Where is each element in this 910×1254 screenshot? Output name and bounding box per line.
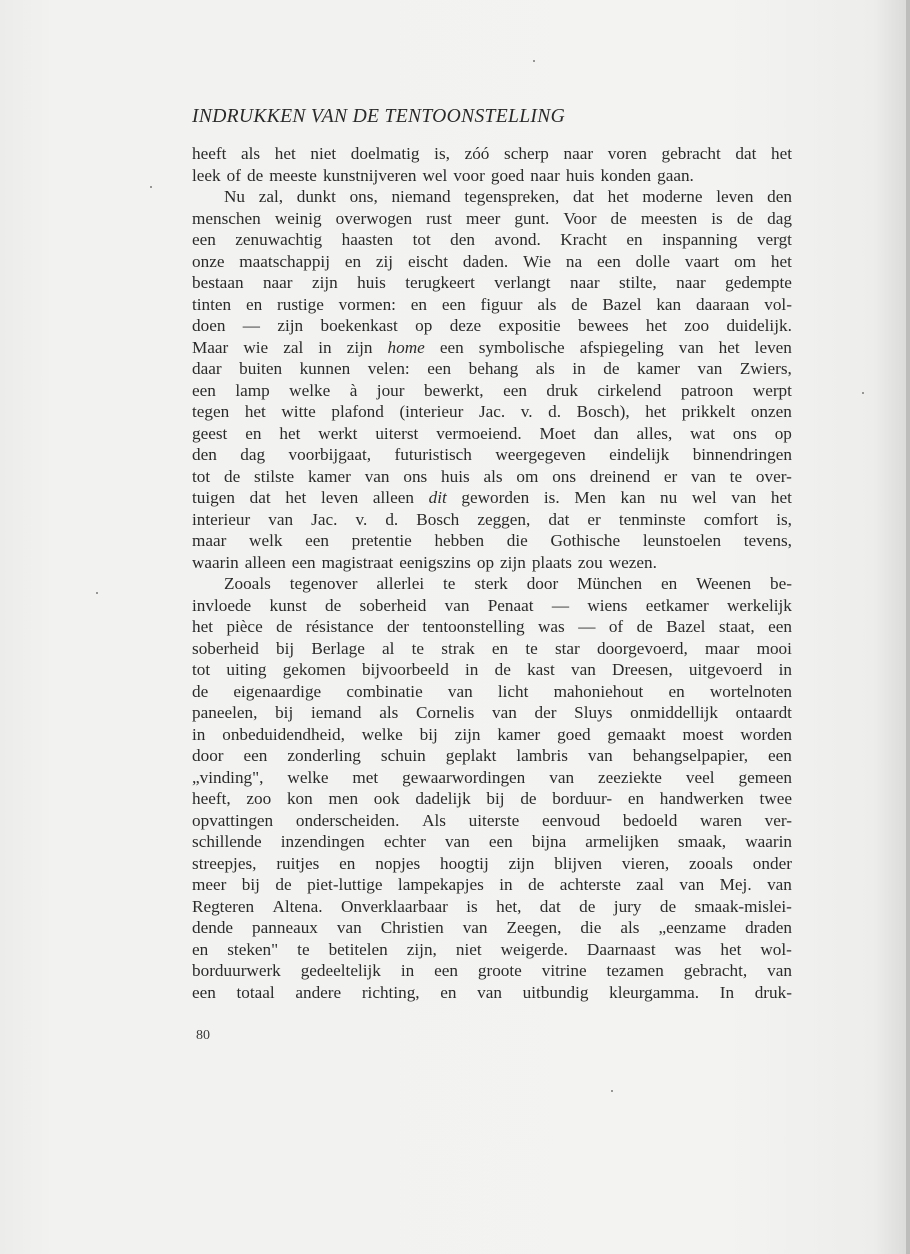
- page-number: 80: [196, 1028, 210, 1043]
- text-line: „vinding", welke met gewaarwordingen van zeeziekte veel gemeen: [192, 767, 792, 787]
- text-line: meer bij de piet-luttige lampekapjes in de achterste zaal van Mej. van: [192, 875, 792, 894]
- text-line: maar welk een pretentie hebben die Gothische leunstoelen tevens,: [192, 531, 792, 550]
- text-line: bestaan naar zijn huis terugkeert verlangt naar stilte, naar gedempte: [192, 273, 792, 292]
- text-line: schillende inzendingen echter van een bijna armelijken smaak, waarin: [192, 832, 792, 851]
- text-line: den dag voorbijgaat, futuristisch weergegeven eindelijk binnendringen: [192, 445, 792, 464]
- text-line: tegen het witte plafond (interieur Jac. v. d. Bosch), het prikkelt onzen: [192, 402, 792, 421]
- text-line: Maar wie zal in zijn home een symbolische afspiegeling van het leven: [192, 337, 792, 357]
- text-line: Nu zal, dunkt ons, niemand tegenspreken, dat het moderne leven den: [224, 187, 792, 206]
- text-line: interieur van Jac. v. d. Bosch zeggen, dat er tenminste comfort is,: [192, 509, 792, 529]
- paper-speck: [96, 592, 98, 594]
- text-line: invloede kunst de soberheid van Penaat — wiens eetkamer werkelijk: [192, 595, 792, 615]
- text-line: de eigenaardige combinatie van licht mahoniehout en wortelnoten: [192, 681, 792, 701]
- text-line: onze maatschappij en zij eischt daden. Wie na een dolle vaart om het: [192, 251, 792, 271]
- text-line: een lamp welke à jour bewerkt, een druk cirkelend patroon werpt: [192, 380, 792, 400]
- text-line: Zooals tegenover allerlei te sterk door München en Weenen be-: [224, 574, 792, 593]
- text-line: borduurwerk gedeeltelijk in een groote vitrine tezamen gebracht, van: [192, 961, 792, 980]
- running-head: INDRUKKEN VAN DE TENTOONSTELLING: [192, 106, 566, 127]
- paper-speck: [533, 60, 535, 62]
- text-line: een totaal andere richting, en van uitbundig kleurgamma. In druk-: [192, 982, 792, 1002]
- text-line: heeft, zoo kon men ook dadelijk bij de borduur- en handwerken twee: [192, 789, 792, 808]
- text-line: door een zonderling schuin geplakt lambris van behangselpapier, een: [192, 746, 792, 765]
- text-line: paneelen, bij iemand als Cornelis van der Sluys onmiddellijk ontaardt: [192, 703, 792, 722]
- text-line: tuigen dat het leven alleen dit geworden is. Men kan nu wel van het: [192, 488, 792, 507]
- text-line: daar buiten kunnen velen: een behang als in de kamer van Zwiers,: [192, 359, 792, 378]
- text-line: tot uiting gekomen bijvoorbeeld in de kast van Dreesen, uitgevoerd in: [192, 660, 792, 679]
- text-line: soberheid bij Berlage al te strak en te star doorgevoerd, maar mooi: [192, 638, 792, 658]
- text-line: doen — zijn boekenkast op deze expositie bewees het zoo duidelijk.: [192, 316, 792, 335]
- text-line: en steken" te betitelen zijn, niet weigerde. Daarnaast was het wol-: [192, 939, 792, 959]
- text-line: geest en het werkt uiterst vermoeiend. Moet dan alles, wat ons op: [192, 423, 792, 443]
- paper-speck: [862, 392, 864, 394]
- text-line: tot de stilste kamer van ons huis als om ons dreinend er van te over-: [192, 466, 792, 486]
- text-line: tinten en rustige vormen: en een figuur als de Bazel kan daaraan vol-: [192, 294, 792, 314]
- text-line: opvattingen onderscheiden. Als uiterste eenvoud bedoeld waren ver-: [192, 810, 792, 830]
- text-line: waarin alleen een magistraat eenigszins op zijn plaats zou wezen.: [192, 552, 657, 572]
- body-text: [192, 143, 792, 1003]
- text-line: Regteren Altena. Onverklaarbaar is het, dat de jury de smaak-mislei-: [192, 896, 792, 916]
- text-line: menschen weinig overwogen rust meer gunt. Voor de meesten is de dag: [192, 208, 792, 228]
- paper-speck: [611, 1090, 613, 1092]
- text-line: leek of de meeste kunstnijveren wel voor goed naar huis konden gaan.: [192, 165, 694, 185]
- text-line: heeft als het niet doelmatig is, zóó scherp naar voren gebracht dat het: [192, 144, 792, 163]
- text-line: een zenuwachtig haasten tot den avond. Kracht en inspanning vergt: [192, 230, 792, 249]
- text-line: in onbeduidendheid, welke bij zijn kamer goed gemaakt moest worden: [192, 724, 792, 744]
- text-line: dende panneaux van Christien van Zeegen, die als „eenzame draden: [192, 918, 792, 937]
- text-line: streepjes, ruitjes en nopjes hoogtij zijn blijven vieren, zooals onder: [192, 853, 792, 873]
- paper-speck: [150, 186, 152, 188]
- text-line: het pièce de résistance der tentoonstelling was — of de Bazel staat, een: [192, 617, 792, 636]
